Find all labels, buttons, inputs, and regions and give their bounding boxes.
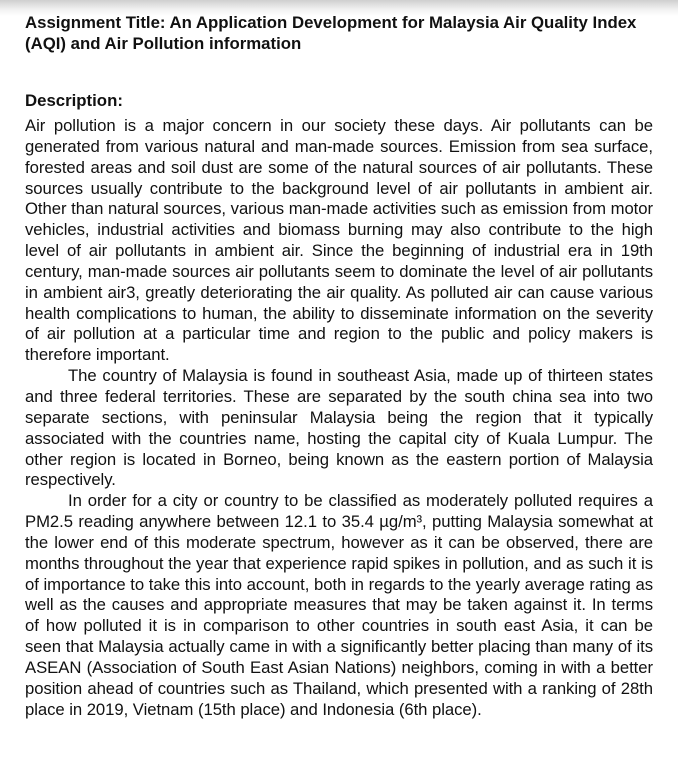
paragraph-malaysia-geography: The country of Malaysia is found in southeast Asia, made up of thirteen states and three federal territories. These are separated by the south china sea into two separate sections, with peninsular Malaysia being the region that it typically associated with the countries name, hosting the capital city of Kuala Lumpur. The other region is located in Borneo, being known as the eastern portion of Malaysia respectively. — [25, 366, 653, 490]
paragraph-air-pollution: Air pollution is a major concern in our society these days. Air pollutants can be generated from various natural and man-made sources. Emission from sea surface, forested areas and soil dust are some of the natural sources of air pollutants. These sources usually contribute to the background level of air pollutants in ambient air. Other than natural sources, various man-made activities such as emission from motor vehicles, industrial activities and biomass burning may also contribute to the high level of air pollutants in ambient air. Since the beginning of industrial era in 19th century, man-made sources air pollutants seem to dominate the level of air pollutants in ambient air3, greatly deteriorating the air quality. As polluted air can cause various health complications to human, the ability to disseminate information on the severity of air pollution at a particular time and region to the public and policy makers is therefore important. — [25, 116, 653, 365]
assignment-title: Assignment Title: An Application Development for Malaysia Air Quality Index (AQI) and Air Pollution information — [25, 13, 637, 53]
document-page — [25, 12, 653, 720]
paragraph-pm25-classification: In order for a city or country to be classified as moderately polluted requires a PM2.5 reading anywhere between 12.1 to 35.4 µg/m³, putting Malaysia somewhat at the lower end of this moderate spectrum, however as it can be observed, there are months throughout the year that experience rapid spikes in pollution, and as such it is of importance to take this into account, both in regards to the yearly average rating as well as the causes and appropriate measures that may be taken against it. In terms of how polluted it is in comparison to other countries in south east Asia, it can be seen that Malaysia actually came in with a significantly better placing than many of its ASEAN (Association of South East Asian Nations) neighbors, coming in with a better position ahead of countries such as Thailand, which presented with a ranking of 28th place in 2019, Vietnam (15th place) and Indonesia (6th place). — [25, 491, 653, 719]
description-heading: Description: — [25, 91, 123, 110]
